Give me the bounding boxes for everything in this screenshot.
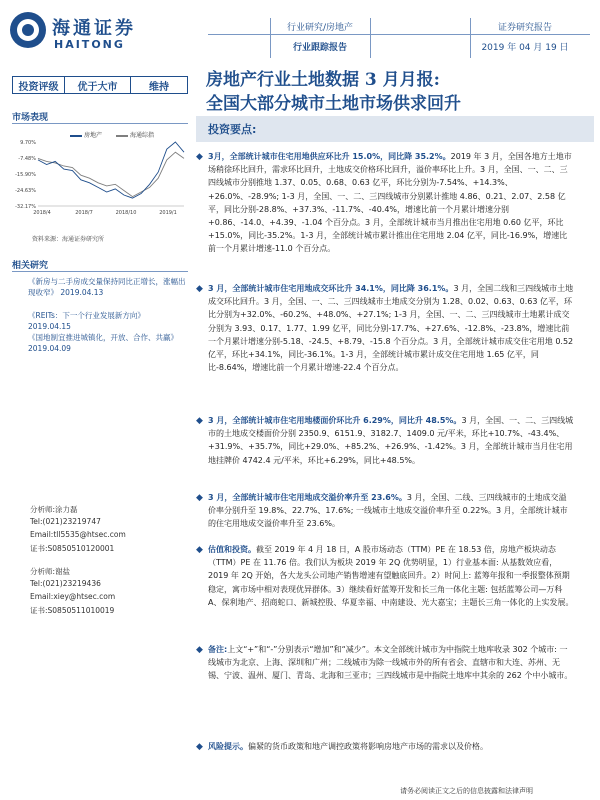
- haitong-logo: [10, 12, 150, 56]
- related-item-2[interactable]: 《REITs：下一个行业发展新方向》 2019.04.15: [28, 311, 145, 331]
- footer-disclaimer: 请务必阅读正文之后的信息披露和法律声明: [400, 787, 533, 795]
- report-category: 行业研究/房地产: [286, 23, 354, 33]
- bullet-valuation: ◆ 估值和投资。截至 2019 年 4 月 18 日，A 股市场动态（TTM）PE 在 18.53 倍，房地产板块动态（TTM）PE 在 11.76 倍。我们认为板块 2019 年 2Q 优势明显，1）行业基本面: 从基数效应看，2019 年 2Q 开始，各大龙头公司地产销售增速有望触底回升。2）时间上: 蓝筹年报和一季报整体预期稳定，寓市场中相对表现优异群体。3）继续看好蓝筹开发和长三角一体化主题: 包括蓝筹公司—万科 A、保利地产、招商蛇口、新城控股、华夏幸福、中南建设、光大嘉宝；主题长三角一体化的上实发展。: [196, 545, 574, 607]
- header-vline-mid: [370, 18, 371, 58]
- report-type: 行业跟踪报告: [292, 43, 347, 53]
- legend-item-1: 房地产: [70, 130, 102, 139]
- legend-item-2: 海通综指: [116, 130, 154, 139]
- analyst-2-tel: Tel:(021)23219436: [30, 579, 101, 588]
- analyst-2-email[interactable]: Email:xiey@htsec.com: [30, 592, 116, 601]
- rating-value: 优于大市: [65, 77, 131, 93]
- bullet-floor-price: ◆ 3 月，全部统计城市住宅用地楼面价环比升 6.29%，同比升 48.5%。3 月，全国、一、二、三四线城市的土地成交楼面价分别 2350.9、6151.9、3182.7、1409.0 元/平米，环比+10.7%、-43.4%、+31.9%、+35.7%，同比+29.0%、+85.2%、+26.9%、-1.42%。3 月，全部统计城市当月住宅用地挂牌价 4742.4 元/平米，环比+6.29%，同比+48.5%。: [196, 416, 574, 465]
- investment-rating: [12, 76, 188, 94]
- y-tick-label: -7.48%: [18, 156, 36, 162]
- analyst-2-cert: 证书:S0850511010019: [30, 606, 115, 615]
- related-section-title: 相关研究: [12, 261, 49, 271]
- market-section-line: [12, 123, 188, 124]
- y-tick-label: -32.17%: [15, 204, 36, 210]
- related-item-1[interactable]: 《新房与二手房成交量保持同比正增长，涨幅出现收窄》 2019.04.13: [28, 277, 186, 297]
- header-divider-line: [208, 34, 590, 35]
- x-tick-label: 2018/10: [115, 210, 137, 216]
- key-points-label: 投资要点:: [208, 123, 257, 136]
- logo-mark-icon: [10, 12, 46, 48]
- bullet-notes: ◆ 备注:上文“+”和“-”分别表示“增加”和“减少”。本文全部统计城市为中指院土地库收录 302 个城市: 一线城市为北京、上海、深圳和广州；二线城市为除一线城市外的所有省会、直辖市和大连、苏州、无锡、宁波、温州、厦门、青岛、北海和三亚市；三四线城市是中指院土地库中其余的 262 个中小城市。: [196, 645, 573, 681]
- y-tick-label: -24.63%: [15, 188, 36, 194]
- x-tick-label: 2018/4: [33, 210, 51, 216]
- analyst-1-email[interactable]: Email:tll5535@htsec.com: [30, 530, 126, 539]
- key-points-bar: [196, 116, 594, 142]
- related-item-3[interactable]: 《国地制宜推进城镇化，开放、合作、共赢》 2019.04.09: [28, 333, 178, 353]
- report-date: 2019 年 04 月 19 日: [481, 43, 569, 53]
- bullet-transaction: ◆ 3 月，全部统计城市住宅用地成交环比升 34.1%，同比降 36.1%。3 月，全国二线和三四线城市土地成交环比回升。3 月，全国、一、二、三四线城市土地成交分别为 1.28、0.02、0.63、0.63 亿平，环比分别为+32.0%、-60.2%、+48.0%、+27.1%; 1-3 月，全国、一、二、三四线城市土地累计成交分别为 3.93、0.17、1.77、1.99 亿平，同比分别-17.7%、+27.6%、-12.8%、-23.8%，增速比前一个月累计增速分别-5.18、-24.5、+8.79、-15.8 个百分点。3 月，全部统计城市成交住宅用地 0.52 亿平，环比+34.1%，同比-36.1%。1-3 月，全部统计城市累计成交住宅用地 1.65 亿平，同比-8.64%，增速比前一个月累计增速-22.4 个百分点。: [196, 284, 574, 373]
- logo-cn-text: 海通证券: [52, 18, 136, 39]
- analyst-2-name: 分析师:谢盐: [30, 567, 71, 576]
- market-chart: [12, 138, 188, 218]
- bullet-icon: ◆: [196, 416, 203, 426]
- bullet-risk: ◆ 风险提示。偏紧的货币政策和地产调控政策将影响房地产市场的需求以及价格。: [208, 740, 574, 753]
- analyst-1-name: 分析师:涂力磊: [30, 505, 78, 514]
- bullet-icon: ◆: [196, 493, 203, 503]
- bullet-icon: ◆: [196, 545, 203, 555]
- rating-status: 维持: [149, 81, 169, 93]
- bullet-icon: ◆: [196, 645, 203, 655]
- related-section-line: [12, 271, 188, 272]
- analyst-1-cert: 证书:S0850510120001: [30, 544, 115, 553]
- bullet-icon: ◆: [196, 152, 203, 162]
- analyst-1-tel: Tel:(021)23219747: [30, 517, 101, 526]
- x-tick-label: 2018/7: [75, 210, 93, 216]
- bullet-icon: ◆: [196, 284, 203, 294]
- logo-en-text: HAITONG: [54, 38, 125, 51]
- report-title-line1: 房地产行业土地数据 3 月月报:: [206, 70, 440, 90]
- bullet-premium: ◆ 3 月，全部统计城市住宅用地成交溢价率升至 23.6%。3 月，全国、二线、三四线城市的土地成交溢价率分别升至 19.8%、22.7%、17.6%; 一线城市土地成交溢价率升至 0.22%。3 月，全部统计城市的住宅用地成交溢价率升至 23.6%。: [196, 493, 568, 529]
- y-tick-label: 9.70%: [20, 140, 36, 146]
- report-label: 证券研究报告: [497, 23, 552, 33]
- series-line-2: [38, 152, 184, 196]
- market-section-title: 市场表现: [12, 113, 49, 123]
- bullet-icon: ◆: [196, 742, 203, 752]
- bullet-supply: ◆ 3月，全部统计城市住宅用地供应环比升 15.0%，同比降 35.2%。2019 年 3 月，全国各地方土地市场稍徐环比回升，需求环比回升，土地成交价格环比回升，溢价率环比上升。3 月，全国、一、二、三四线城市分别推地 1.37、0.05、0.68、0.63 亿平，环比分别为-7.54%、+14.3%、+26.0%、-28.9%; 1-3 月，全国、一、二、三四线城市分别累计推地 4.86、0.21、2.07、2.58 亿平，同比分别-28.8%、+37.3%、-11.7%、-40.4%，增速比前一个月累计增速分别+0.86、-14.0、+4.39、-1.04 个百分点。3 月，全部统计城市当月推出住宅用地 0.60 亿平，环比+15.0%，同比-35.2%。1-3 月，全部统计城市累计推出住宅用地 2.04 亿平，同比-16.9%，增速比前一个月累计增速-11.0 个百分点。: [196, 152, 572, 254]
- report-title-line2: 全国大部分城市土地市场供求回升: [206, 94, 461, 114]
- y-tick-label: -15.90%: [15, 172, 36, 178]
- chart-source: 资料来源：海通证券研究所: [32, 236, 105, 243]
- rating-label: 投资评级: [13, 77, 65, 93]
- x-tick-label: 2019/1: [159, 210, 177, 216]
